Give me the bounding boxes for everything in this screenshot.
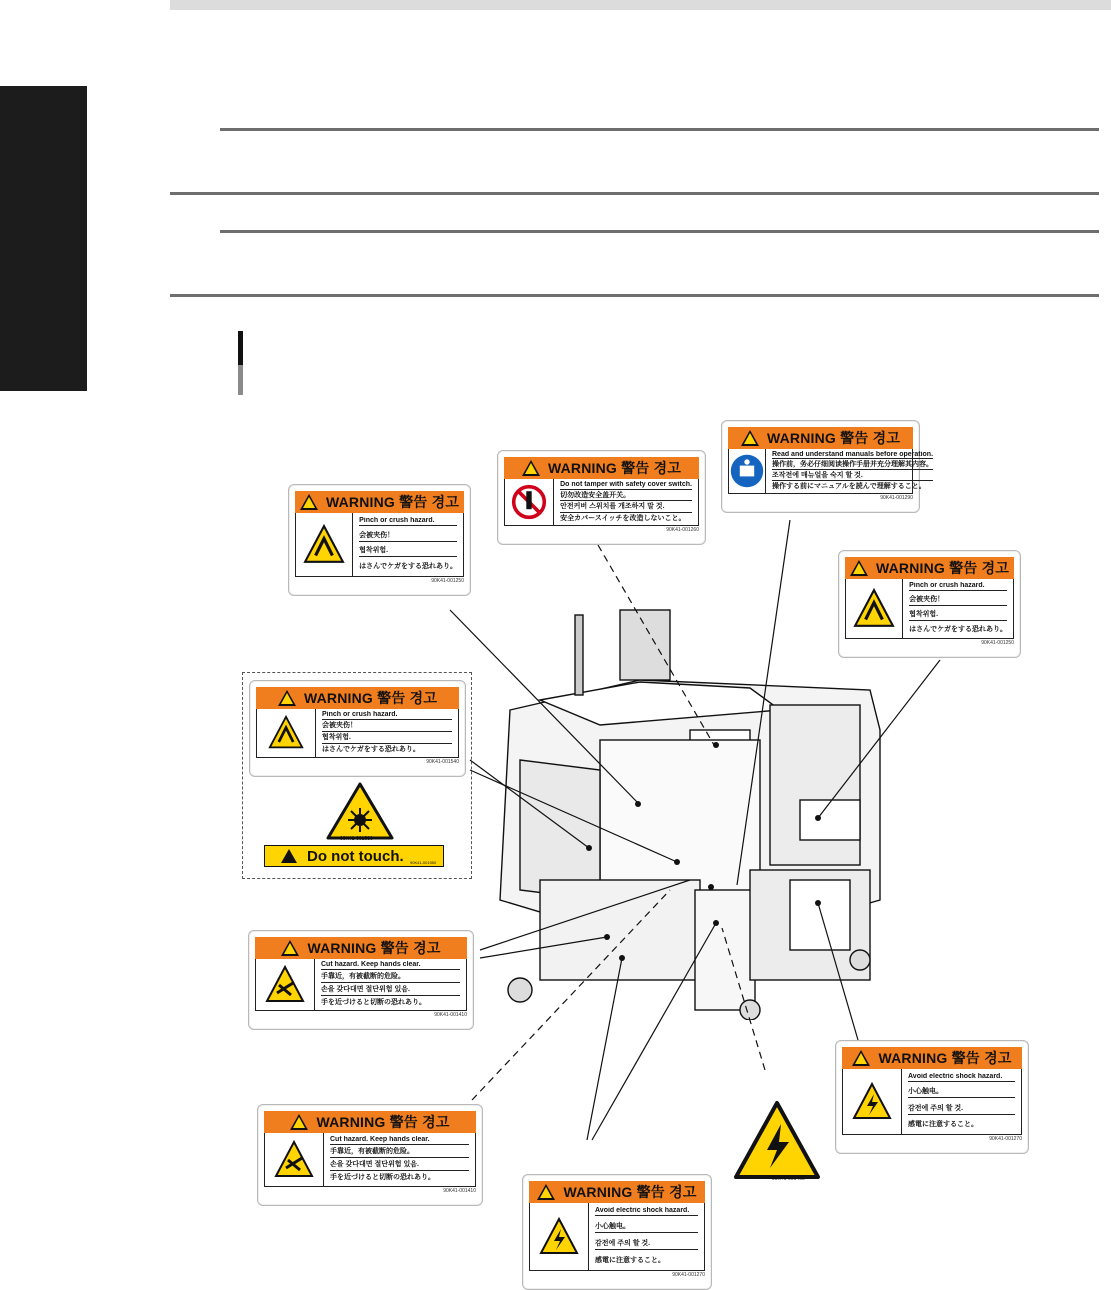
label-line: Avoid electric shock hazard. xyxy=(908,1073,1015,1082)
warning-title: WARNING 警告 경고 xyxy=(303,690,438,706)
label-line: 感電に注意すること。 xyxy=(908,1120,978,1128)
warning-label-pinch-right xyxy=(838,550,1021,658)
warning-header xyxy=(728,427,913,449)
label-line: 感電に注意すること。 xyxy=(595,1256,665,1264)
warning-header xyxy=(295,491,464,513)
label-line: 협착위험. xyxy=(909,609,1007,621)
label-code: 90K41-001250 xyxy=(981,640,1014,646)
warning-title: WARNING 警告 경고 xyxy=(875,560,1010,576)
label-line: 手を近づけると切断の恐れあり。 xyxy=(321,998,426,1006)
label-line: Avoid electric shock hazard. xyxy=(595,1207,698,1216)
label-line: 小心触电。 xyxy=(908,1086,1015,1098)
label-line: 安全カバースイッチを改造しないこと。 xyxy=(560,514,686,522)
electric-shock-icon xyxy=(843,1069,902,1134)
warning-title: WARNING 警告 경고 xyxy=(563,1184,697,1200)
do-not-touch-code: 90K41-001550 xyxy=(410,860,437,865)
label-line: 감전에 주의 할 것. xyxy=(908,1103,1015,1115)
warning-triangle-icon xyxy=(741,430,759,446)
warning-triangle-icon xyxy=(537,1184,555,1200)
label-line: 손을 갖다대면 절단위험 있음. xyxy=(321,984,460,996)
warning-header xyxy=(256,687,459,709)
no-tamper-icon xyxy=(505,479,554,525)
label-line: 협착위험. xyxy=(322,732,452,744)
warning-title: WARNING 警告 경고 xyxy=(766,430,901,446)
label-code: 90K41-001260 xyxy=(666,527,699,533)
label-code: 90K41-001410 xyxy=(443,1188,476,1194)
warning-title: WARNING 警告 경고 xyxy=(547,460,682,476)
warning-header xyxy=(529,1181,705,1203)
warning-triangle-icon xyxy=(850,560,868,576)
warning-triangle-icon xyxy=(522,460,540,476)
label-line: Do not tamper with safety cover switch. xyxy=(560,481,692,488)
warning-label-pinch-laser-group xyxy=(249,680,466,777)
electric-shock-icon xyxy=(530,1203,589,1270)
warning-header xyxy=(845,557,1014,579)
do-not-touch-text: Do not touch. xyxy=(307,847,404,865)
label-line: Pinch or crush hazard. xyxy=(909,582,1007,591)
label-line: Pinch or crush hazard. xyxy=(322,711,452,720)
label-line: 조작전에 매뉴얼을 숙지 할 것. xyxy=(772,470,933,481)
warning-label-cut-bottom xyxy=(257,1104,483,1206)
label-line: 안전커버 스위치를 개조하지 말 것. xyxy=(560,501,692,512)
pinch-hazard-icon xyxy=(257,709,316,757)
electric-shock-warning-icon xyxy=(733,1100,821,1180)
warning-header xyxy=(504,457,699,479)
warning-triangle-icon xyxy=(281,849,297,863)
cut-hazard-icon xyxy=(256,959,315,1010)
cut-hazard-icon xyxy=(265,1133,324,1186)
label-code: 90K41-001290 xyxy=(880,495,913,501)
warning-triangle-icon xyxy=(281,940,299,956)
label-line: Cut hazard. Keep hands clear. xyxy=(330,1136,469,1145)
label-line: 手を近づけると切断の恐れあり。 xyxy=(330,1174,435,1182)
warning-label-shock-bottom xyxy=(522,1174,712,1290)
warning-triangle-icon xyxy=(290,1114,308,1130)
label-line: 손을 갖다대면 절단위험 있음. xyxy=(330,1159,469,1171)
label-line: 小心触电。 xyxy=(595,1221,698,1233)
warning-label-safety-switch xyxy=(497,450,706,545)
warning-triangle-icon xyxy=(278,690,296,706)
warning-title: WARNING 警告 경고 xyxy=(878,1050,1012,1066)
label-line: Read and understand manuals before operation. xyxy=(772,451,934,458)
laser-warning-icon xyxy=(326,782,394,840)
label-line: はさんでケガをする恐れあり。 xyxy=(322,746,420,753)
label-line: 操作する前にマニュアルを読んで理解すること。 xyxy=(772,483,926,491)
warning-header xyxy=(264,1111,476,1133)
label-line: 会被夹伤！ xyxy=(322,720,452,732)
warning-label-pinch-top-left xyxy=(288,484,471,596)
warning-label-cut-left xyxy=(248,930,474,1030)
label-line: 操作前，务必仔细阅读操作手册并充分理解其内容。 xyxy=(772,461,933,469)
label-code: 90K41-001540 xyxy=(426,759,459,765)
shock-triangle-code: 90K41-001460 xyxy=(772,1176,805,1182)
laser-label-code: 90K41-001530 xyxy=(340,836,373,842)
label-line: 切勿改造安全盖开关。 xyxy=(560,490,692,501)
warning-label-read-manual xyxy=(721,420,934,513)
warning-title: WARNING 警告 경고 xyxy=(316,1114,450,1130)
label-line: 会被夹伤！ xyxy=(359,530,457,542)
read-manual-icon xyxy=(729,449,766,493)
label-line: 협착위험. xyxy=(359,545,457,557)
label-code: 90K41-001410 xyxy=(434,1012,467,1018)
warning-header xyxy=(842,1047,1022,1069)
label-line: はさんでケガをする恐れあり。 xyxy=(359,563,457,571)
label-code: 90K41-001250 xyxy=(431,578,464,584)
warning-label-shock-right xyxy=(835,1040,1029,1154)
label-code: 90K41-001270 xyxy=(672,1272,705,1278)
warning-triangle-icon xyxy=(852,1050,870,1066)
warning-header xyxy=(255,937,467,959)
label-line: Cut hazard. Keep hands clear. xyxy=(321,961,460,970)
label-line: 手靠近，有被截断的危险。 xyxy=(330,1146,469,1158)
label-line: 会被夹伤！ xyxy=(909,594,1007,606)
pinch-hazard-icon xyxy=(296,513,353,576)
warning-title: WARNING 警告 경고 xyxy=(307,940,441,956)
label-line: 手靠近，有被截断的危险。 xyxy=(321,971,460,983)
warning-triangle-icon xyxy=(300,494,318,510)
pinch-hazard-icon xyxy=(846,579,903,638)
label-line: 감전에 주의 할 것. xyxy=(595,1238,698,1250)
warning-title: WARNING 警告 경고 xyxy=(325,494,460,510)
label-line: はさんでケガをする恐れあり。 xyxy=(909,625,1007,633)
label-code: 90K41-001270 xyxy=(989,1136,1022,1142)
label-line: Pinch or crush hazard. xyxy=(359,517,457,526)
